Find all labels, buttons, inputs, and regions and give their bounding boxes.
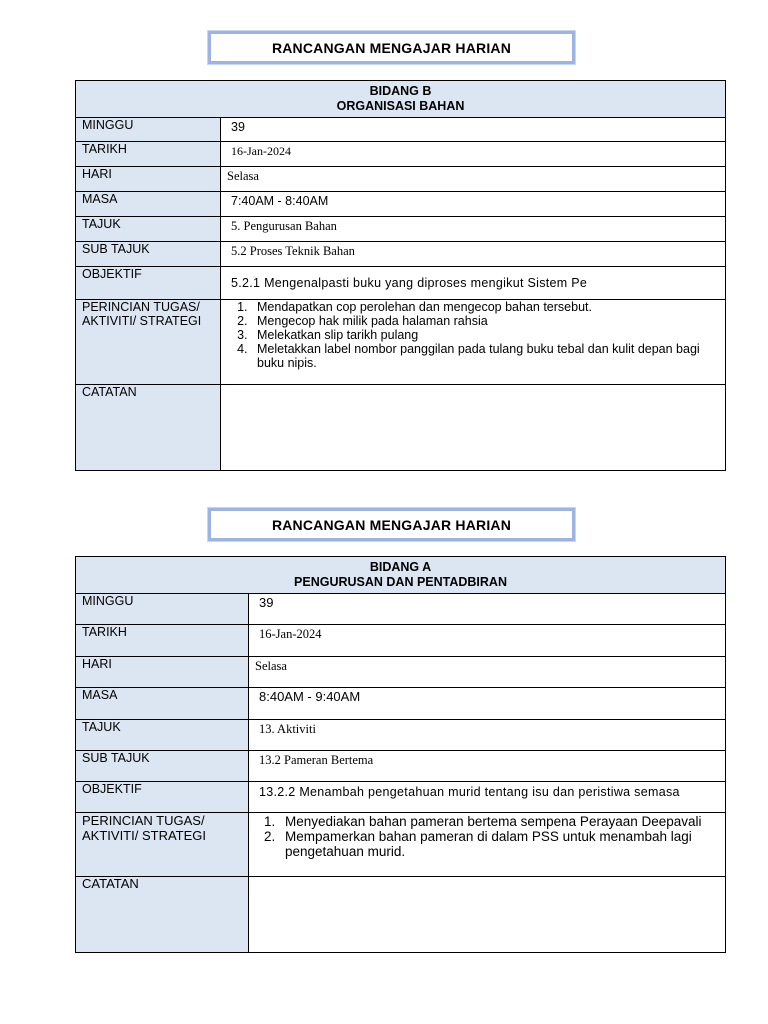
lesson-plan-table — [75, 80, 726, 471]
minggu-value-text: 39 — [259, 595, 274, 610]
objektif-value: 13.2.2 Menambah pengetahuan murid tentang isu dan peristiwa semasa — [249, 782, 726, 813]
task-list — [227, 300, 719, 370]
minggu-label: MINGGU — [76, 118, 221, 142]
tajuk-value-text: 5. Pengurusan Bahan — [231, 219, 337, 233]
plan-title-box — [208, 508, 575, 541]
masa-value — [249, 688, 726, 720]
task-item: 2. Mengecop hak milik pada halaman rahsia — [251, 314, 719, 328]
plan-title: RANCANGAN MENGAJAR HARIAN — [271, 516, 512, 533]
tarikh-label: TARIKH — [76, 625, 249, 657]
lesson-plan-table — [75, 556, 726, 953]
perincian-label: PERINCIAN TUGAS/ AKTIVITI/ STRATEGI — [76, 813, 249, 877]
catatan-value[interactable] — [221, 385, 726, 471]
masa-value-text: 8:40AM - 9:40AM — [259, 689, 361, 704]
objektif-value — [221, 267, 726, 300]
tajuk-value — [221, 217, 726, 242]
objektif-value-text: 5.2.1 Mengenalpasti buku yang diproses mengikut Sistem Pe — [231, 276, 588, 290]
table-header — [76, 81, 726, 118]
tajuk-label: TAJUK — [76, 720, 249, 751]
tajuk-value-text: 13. Aktiviti — [259, 722, 316, 736]
tarikh-value: 16-Jan-2024 — [221, 142, 726, 167]
perincian-value — [221, 300, 726, 385]
table-header — [76, 557, 726, 594]
tajuk-label: TAJUK — [76, 217, 221, 242]
sub-tajuk-value-text: 5.2 Proses Teknik Bahan — [231, 244, 355, 258]
task-list — [255, 814, 719, 859]
bidang-name: ORGANISASI BAHAN — [336, 99, 465, 113]
sub-tajuk-label: SUB TAJUK — [76, 242, 221, 267]
minggu-value-text: 39 — [231, 120, 245, 134]
plan-title-box — [208, 31, 575, 64]
hari-label: HARI — [76, 167, 221, 192]
perincian-value — [249, 813, 726, 877]
plan-title: RANCANGAN MENGAJAR HARIAN — [271, 39, 512, 56]
sub-tajuk-value — [249, 751, 726, 782]
bidang-label: BIDANG B — [369, 84, 432, 98]
hari-value: Selasa — [249, 657, 726, 688]
catatan-value[interactable] — [249, 877, 726, 953]
masa-value — [221, 192, 726, 217]
task-item: 1. Mendapatkan cop perolehan dan mengecop bahan tersebut. — [251, 300, 719, 314]
objektif-label: OBJEKTIF — [76, 782, 249, 813]
catatan-label: CATATAN — [76, 385, 221, 471]
tarikh-value: 16-Jan-2024 — [249, 625, 726, 657]
sub-tajuk-value-text: 13.2 Pameran Bertema — [259, 753, 374, 767]
task-item: 4. Meletakkan label nombor panggilan pada tulang buku tebal dan kulit depan bagi buku nipis. — [251, 342, 719, 370]
bidang-label: BIDANG A — [369, 560, 432, 574]
masa-label: MASA — [76, 688, 249, 720]
tarikh-label: TARIKH — [76, 142, 221, 167]
bidang-name: PENGURUSAN DAN PENTADBIRAN — [294, 575, 507, 589]
task-item: 3. Melekatkan slip tarikh pulang — [251, 328, 719, 342]
masa-label: MASA — [76, 192, 221, 217]
catatan-label: CATATAN — [76, 877, 249, 953]
masa-value-text: 7:40AM - 8:40AM — [231, 194, 329, 208]
hari-value: Selasa — [221, 167, 726, 192]
minggu-label: MINGGU — [76, 594, 249, 625]
hari-label: HARI — [76, 657, 249, 688]
sub-tajuk-value — [221, 242, 726, 267]
minggu-value — [221, 118, 726, 142]
perincian-label: PERINCIAN TUGAS/ AKTIVITI/ STRATEGI — [76, 300, 221, 385]
minggu-value — [249, 594, 726, 625]
objektif-label: OBJEKTIF — [76, 267, 221, 300]
task-item: 1. Menyediakan bahan pameran bertema sempena Perayaan Deepavali — [279, 814, 719, 829]
sub-tajuk-label: SUB TAJUK — [76, 751, 249, 782]
tajuk-value — [249, 720, 726, 751]
task-item: 2. Mempamerkan bahan pameran di dalam PSS untuk menambah lagi pengetahuan murid. — [279, 829, 719, 859]
